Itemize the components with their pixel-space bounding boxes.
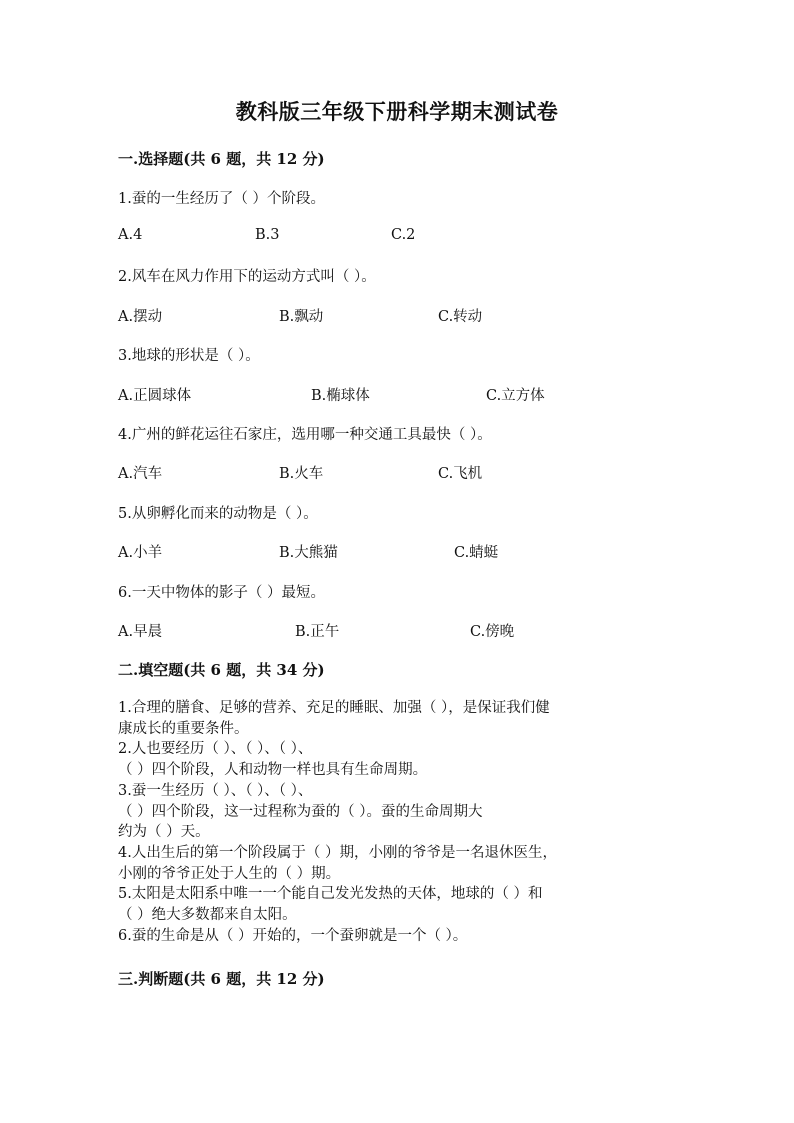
fill-blank-block [118,698,678,946]
fill-line: （ ）绝大多数都来自太阳。 [118,907,297,924]
mc-options-3 [118,384,678,404]
option-b: B.火车 [279,466,324,482]
fill-line: （ ）四个阶段，人和动物一样也具有生命周期。 [118,762,428,779]
section-multiple-choice-heading: 一.选择题(共 6 题，共 12 分) [118,150,325,168]
option-c: C.2 [391,227,416,243]
option-b: B.大熊猫 [279,545,338,561]
mc-options-2 [118,305,678,325]
fill-line: 康成长的重要条件。 [118,720,249,737]
fill-line: 3.蚕一生经历（ ）、（ ）、（ ）、 [118,782,313,799]
mc-question-5: 5.从卵孵化而来的动物是（ ）。 [118,506,318,522]
mc-options-6 [118,620,678,640]
mc-question-3: 3.地球的形状是（ ）。 [118,348,260,364]
fill-line: （ ）四个阶段，这一过程称为蚕的（ ）。蚕的生命周期大 [118,803,483,820]
option-c: C.蜻蜓 [454,545,499,561]
mc-options-5 [118,541,678,561]
mc-question-2: 2.风车在风力作用下的运动方式叫（ ）。 [118,269,376,285]
option-a: A.摆动 [118,309,163,325]
option-c: C.转动 [438,309,483,325]
exam-title: 教科版三年级下册科学期末测试卷 [235,99,559,124]
fill-line: 5.太阳是太阳系中唯一一个能自己发光发热的天体，地球的（ ）和 [118,886,543,903]
option-a: A.小羊 [118,545,163,561]
mc-options-4 [118,462,678,482]
option-b: B.3 [255,227,280,243]
option-a: A.汽车 [118,466,163,482]
section-true-false-heading: 三.判断题(共 6 题，共 12 分) [118,970,325,988]
section-fill-blank-heading: 二.填空题(共 6 题，共 34 分) [118,661,325,679]
mc-question-6: 6.一天中物体的影子（ ）最短。 [118,585,325,601]
fill-line: 小刚的爷爷正处于人生的（ ）期。 [118,865,341,882]
option-c: C.飞机 [438,466,483,482]
option-a: A.4 [118,227,143,243]
fill-line: 4.人出生后的第一个阶段属于（ ）期，小刚的爷爷是一名退休医生， [118,844,557,861]
fill-line: 6.蚕的生命是从（ ）开始的，一个蚕卵就是一个（ ）。 [118,927,468,944]
option-b: B.飘动 [279,309,324,325]
option-a: A.正圆球体 [118,388,192,404]
option-c: C.立方体 [486,388,545,404]
option-c: C.傍晚 [470,624,515,640]
option-b: B.正午 [295,624,340,640]
fill-line: 1.合理的膳食、足够的营养、充足的睡眠、加强（ ），是保证我们健 [118,700,550,716]
mc-question-1: 1.蚕的一生经历了（ ）个阶段。 [118,191,325,207]
fill-line: 约为（ ）天。 [118,824,210,841]
option-b: B.椭球体 [311,388,370,404]
fill-line: 2.人也要经历（ ）、（ ）、（ ）、 [118,741,313,758]
mc-question-4: 4.广州的鲜花运往石家庄，选用哪一种交通工具最快（ ）。 [118,427,492,443]
mc-options-1 [118,227,678,247]
option-a: A.早晨 [118,624,163,640]
